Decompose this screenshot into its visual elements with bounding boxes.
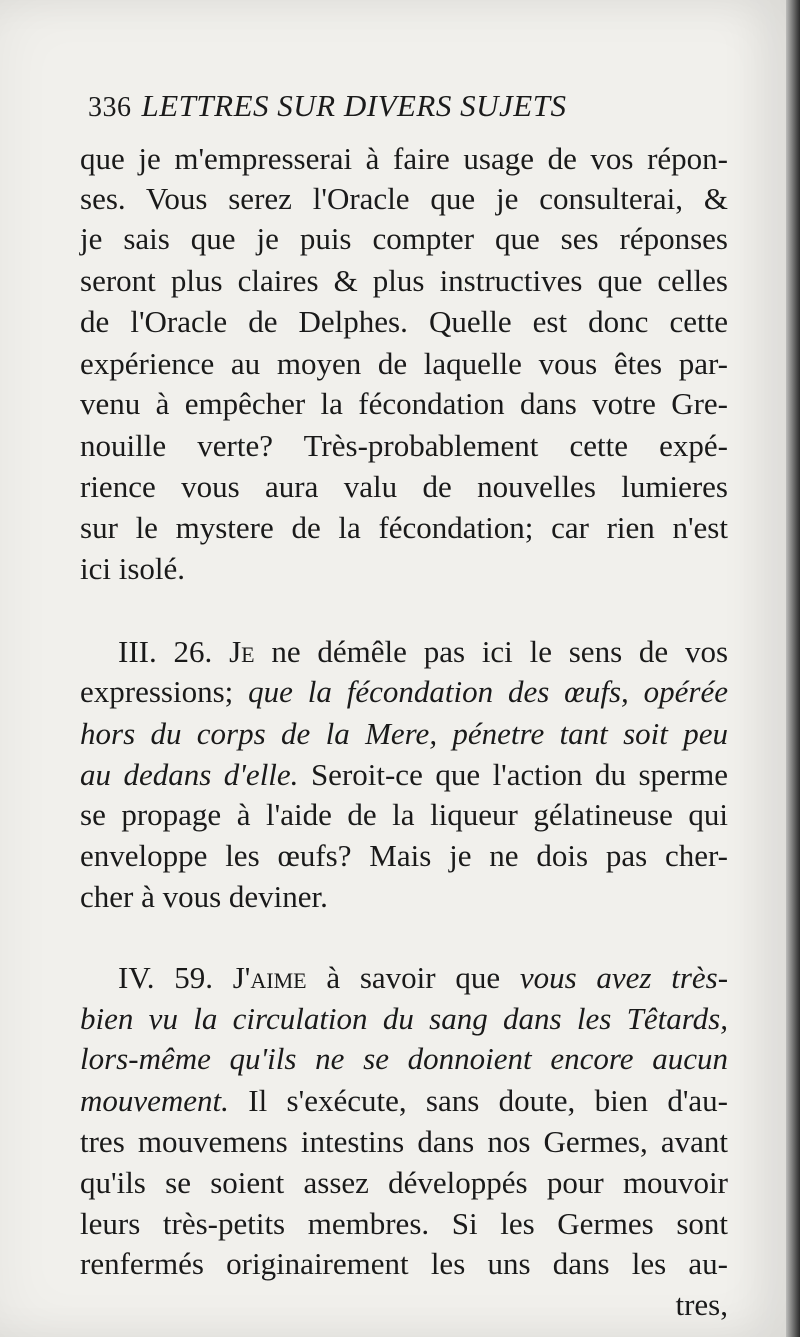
- text-line: ici isolé.: [80, 551, 186, 586]
- text-line: ses. Vous serez l'Oracle que je consulterai, &: [80, 181, 728, 216]
- text-line: [80, 757, 728, 793]
- catchword: tres,: [675, 1287, 728, 1322]
- text-line: nouille verte? Très-probablement cette expé-: [80, 428, 728, 463]
- text-span: expressions;: [80, 674, 234, 709]
- text-line: sur le mystere de la fécondation; car rien n'est: [80, 510, 728, 545]
- text-line: enveloppe les œufs? Mais je ne dois pas cher-: [80, 838, 728, 873]
- text-line: rience vous aura valu de nouvelles lumieres: [80, 469, 728, 504]
- text-line: [80, 674, 728, 710]
- lead-word: Je: [229, 634, 255, 669]
- text-line: cher à vous deviner.: [80, 879, 328, 914]
- text-line: [80, 1083, 728, 1119]
- text-line: seront plus claires & plus instructives que celles: [80, 263, 728, 298]
- text-span: Il s'exécute, sans doute, bien d'au-: [248, 1083, 728, 1118]
- book-gutter-shadow: [786, 0, 800, 1337]
- text-line: qu'ils se soient assez développés pour mouvoir: [80, 1165, 728, 1200]
- running-header: [88, 88, 566, 124]
- text-span: ne démêle pas ici le sens de vos: [271, 634, 729, 669]
- paragraph-start-line: [80, 960, 728, 996]
- text-line: que je m'empresserai à faire usage de vos répon-: [80, 141, 728, 176]
- text-line: tres mouvemens intestins dans nos Germes, avant: [80, 1124, 728, 1159]
- text-line: de l'Oracle de Delphes. Quelle est donc cette: [80, 304, 728, 339]
- italic-quote: au dedans d'elle.: [80, 757, 299, 792]
- paragraph-start-line: [80, 634, 728, 670]
- italic-quote: mouvement.: [80, 1083, 229, 1118]
- text-span: Seroit-ce que l'action du sperme: [310, 757, 729, 792]
- text-line: renfermés originairement les uns dans les au-: [80, 1246, 728, 1281]
- paragraph-number: III. 26.: [118, 634, 213, 669]
- paragraph-number: IV. 59.: [118, 960, 213, 995]
- running-title: LETTRES SUR DIVERS SUJETS: [141, 88, 567, 123]
- italic-quote: vous avez très-: [519, 960, 729, 995]
- italic-quote-line: bien vu la circulation du sang dans les Têtards,: [80, 1001, 728, 1036]
- italic-quote-line: lors-même qu'ils ne se donnoient encore aucun: [80, 1041, 728, 1076]
- lead-word: J'aime: [232, 960, 307, 995]
- text-span: à savoir que: [326, 960, 501, 995]
- text-line: venu à empêcher la fécondation dans votre Gre-: [80, 386, 728, 421]
- text-line: expérience au moyen de laquelle vous êtes par-: [80, 346, 728, 381]
- text-line: se propage à l'aide de la liqueur gélatineuse qui: [80, 797, 728, 832]
- page-number: 336: [88, 92, 132, 123]
- italic-quote: que la fécondation des œufs, opérée: [248, 674, 729, 709]
- text-line: leurs très-petits membres. Si les Germes sont: [80, 1206, 728, 1241]
- text-line: je sais que je puis compter que ses réponses: [80, 221, 728, 256]
- italic-quote-line: hors du corps de la Mere, pénetre tant soit peu: [80, 716, 728, 751]
